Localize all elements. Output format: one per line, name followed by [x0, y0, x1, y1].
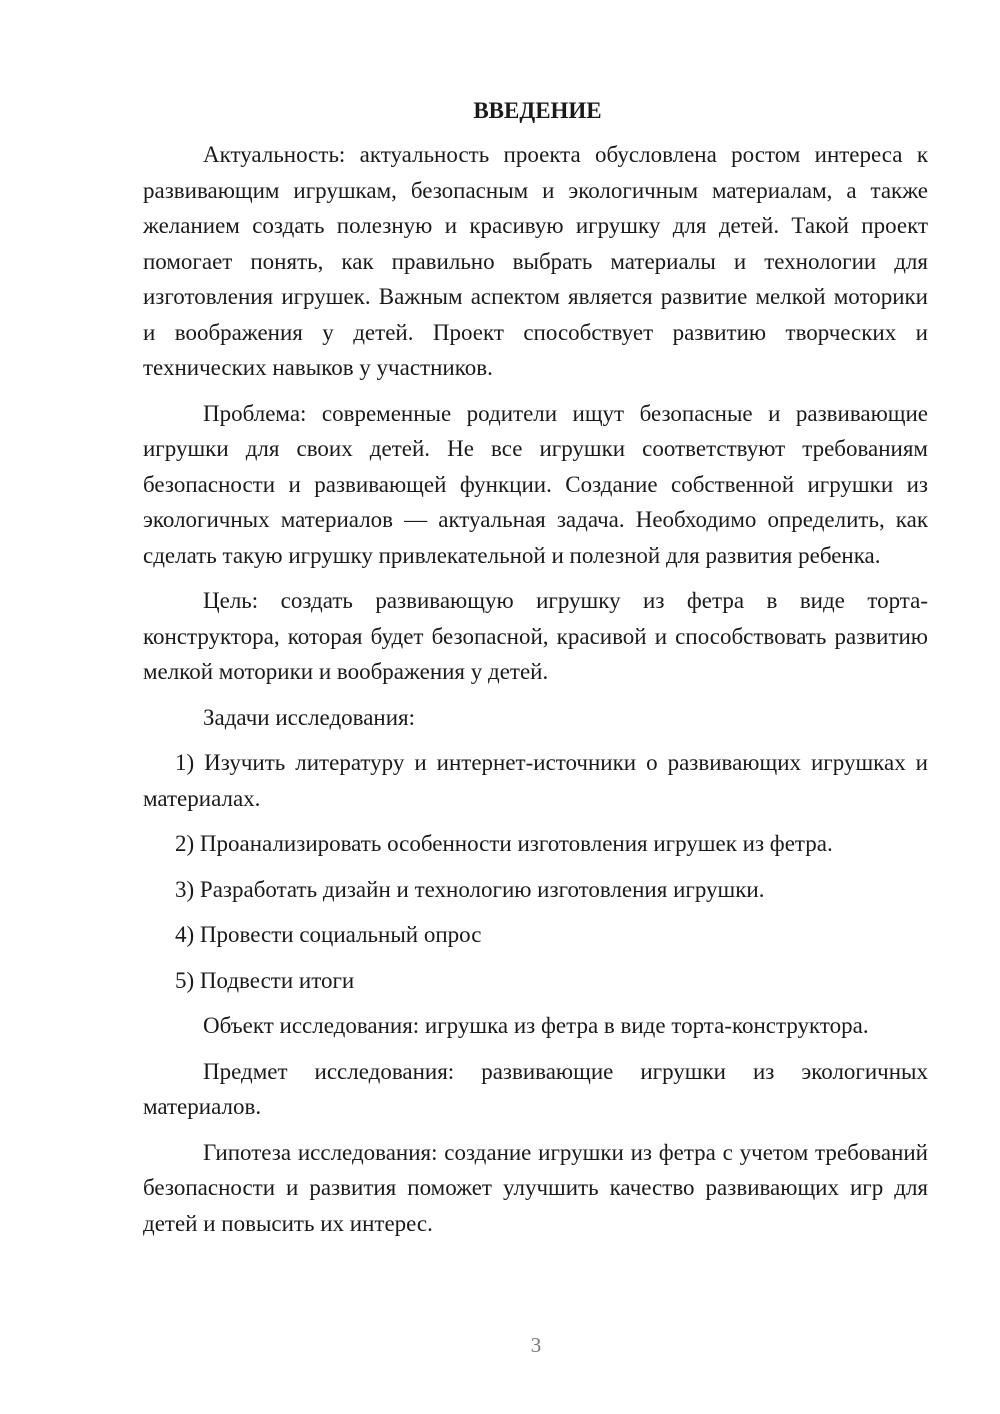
problem-paragraph: Проблема: современные родители ищут безопасные и развивающие игрушки для своих детей. Не все игрушки соответствуют требованиям безопасности и развивающей функции. Создание собственной игрушки из экологичных материалов — актуальная задача. Необходимо определить, как сделать такую игрушку привлекательной и полезной для развития ребенка. — [143, 400, 928, 568]
section-heading: ВВЕДЕНИЕ — [473, 98, 602, 123]
task-item-3: 3) Разработать дизайн и технологию изготовления игрушки. — [175, 876, 765, 902]
task-item-5: 5) Подвести итоги — [175, 967, 355, 993]
task-item-1: 1) Изучить литературу и интернет-источники о развивающих игрушках и материалах. — [143, 750, 928, 811]
relevance-paragraph: Актуальность: актуальность проекта обусловлена ростом интереса к развивающим игрушкам, безопасным и экологичным материалам, а также желанием создать полезную и красивую игрушку для детей. Такой проект помогает понять, как правильно выбрать материалы и технологии для изготовления игрушек. Важным аспектом является развитие мелкой моторики и воображения у детей. Проект способствует развитию творческих и технических навыков у участников. — [143, 142, 928, 380]
subject-paragraph: Предмет исследования: развивающие игрушки из экологичных материалов. — [143, 1058, 928, 1119]
page-number: 3 — [530, 1333, 542, 1357]
object-paragraph: Объект исследования: игрушка из фетра в виде торта-конструктора. — [203, 1013, 869, 1038]
document-body — [143, 95, 928, 1251]
task-item-4: 4) Провести социальный опрос — [175, 922, 482, 947]
task-item-2: 2) Проанализировать особенности изготовления игрушек из фетра. — [175, 831, 833, 856]
tasks-title: Задачи исследования: — [203, 704, 416, 730]
goal-paragraph: Цель: создать развивающую игрушку из фетра в виде торта-конструктора, которая будет безопасной, красивой и способствовать развитию мелкой моторики и воображения у детей. — [143, 588, 928, 684]
hypothesis-paragraph: Гипотеза исследования: создание игрушки из фетра с учетом требований безопасности и развития поможет улучшить качество развивающих игр для детей и повысить их интерес. — [143, 1139, 928, 1236]
